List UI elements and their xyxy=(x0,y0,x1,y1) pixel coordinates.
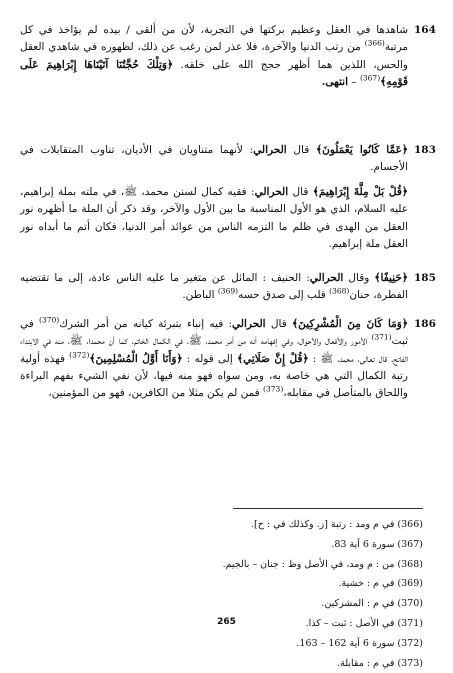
text-run: الباطن. xyxy=(182,289,218,302)
entry-text xyxy=(20,22,408,91)
text-run: : لأنهما متناويان في الأديان، تناوب المتقابلات في الأجسام. xyxy=(20,144,408,174)
footnote-ref: (366) xyxy=(364,38,385,48)
text-run: من رتب الدنيا والآخرة، فلا عذر لمن رغب عن ذلك، لظهوره في شاهدي العقل والحس، اللذين هما أظهر حجج الله على خلقه. xyxy=(20,41,408,71)
bold-text: الحرالي xyxy=(232,318,266,330)
quran-quote: ﴿وَتِلْكَ حُجَّتُنَا آتَيْنَاهَا إِبْرَاهِيمَ عَلَى قَوْمِهِ﴾ xyxy=(20,58,408,88)
entry-text xyxy=(20,142,408,177)
entry-number: 164 xyxy=(414,24,436,36)
footnote-ref: (368) xyxy=(329,286,350,296)
entry-164 xyxy=(20,22,440,91)
text-run: الأمور والأفعال والأحوال، وفي إفهامه أنه من أمر محمد، ﷺ، في الكمال الخاتم، كما أن محمدا، ﷺ، منه في الابتداء الفاتح، قال تعالى، محمد، ﷺ : xyxy=(20,335,408,365)
entry-number: 186 xyxy=(414,318,436,330)
footnote-item xyxy=(23,634,423,654)
text-run: : الحنيف : المائل عن متغير ما عليه الناس عادة، إلى ما تقتضيه الفطرة، حنان xyxy=(20,272,408,302)
text-run: قال xyxy=(286,144,316,156)
text-run: – xyxy=(348,75,360,88)
footnote-text: (372) سورة 6 آية 162 – 163. xyxy=(296,637,423,649)
footnote-text: (369) في م : خشية. xyxy=(338,578,423,590)
text-run: وقال xyxy=(343,272,375,284)
footnote-item xyxy=(23,535,423,555)
footnote-text: (371) في الأصل : ثبت – كذا. xyxy=(305,617,423,629)
entry-183 xyxy=(20,142,440,177)
bold-text: الحرالي xyxy=(254,186,289,198)
bold-text: الحرالي xyxy=(253,144,287,156)
entry-text xyxy=(20,270,408,305)
text-run: قال xyxy=(265,318,292,330)
footnote-item xyxy=(23,594,423,614)
footnote-ref: (373) xyxy=(263,384,284,394)
footnote-ref: (370) xyxy=(39,315,60,325)
text-run: إلى قوله : xyxy=(182,352,237,365)
footnote-text: (370) في م : المشركين. xyxy=(321,598,423,610)
footnotes xyxy=(23,515,423,673)
text-run: قال xyxy=(288,186,313,198)
text-run: شاهدها في العقل وعظيم بركتها في التجربة، لأن من ألقى / بيده لم يؤاخذ في كل مرتبة xyxy=(20,24,408,54)
text-run: قلب إلى صدق حسه xyxy=(238,289,330,302)
page-number: 265 xyxy=(217,617,236,627)
footnote-ref: (369) xyxy=(217,286,239,296)
entry-185 xyxy=(20,270,440,305)
text-run: في ثبت xyxy=(20,318,408,348)
footnote-text: (373) في م : مقابلة. xyxy=(337,657,423,669)
footnote-text: (366) في م ومد : رتبة [ز. وكذلك في : ح]. xyxy=(251,519,423,530)
entry-text xyxy=(20,316,408,402)
footnote-item xyxy=(23,515,423,535)
entry-183-continued xyxy=(20,184,440,253)
footnote-ref: (367) xyxy=(359,73,381,83)
entry-number: 185 xyxy=(414,272,436,284)
quran-quote: ﴿قُلْ بَلْ مِلَّةَ إِبْرَاهِيمَ﴾ xyxy=(312,186,408,198)
quran-quote: ﴿قُلْ إِنَّ صَلَاتِي﴾ xyxy=(236,352,309,365)
footnote-text: (367) سورة 6 آية 83. xyxy=(331,538,423,550)
text-run: : فيه إنباء بتبرئة كيانه من أمر الشرك xyxy=(59,318,233,330)
text-run: فهذه أولية رتبة الكمال التي هي خاصة به، ومن سواه فهو منه فيها، لأن نفي الشيء بفهم البراءة واللحاق بالمتأصل في مقابله، xyxy=(20,352,408,400)
bold-text: الحرالي xyxy=(309,272,344,284)
entry-186 xyxy=(20,316,440,402)
quran-quote: ﴿عَمَّا كَانُوا يَعْمَلُونَ﴾ xyxy=(315,144,408,156)
footnote-item xyxy=(23,555,423,575)
footnote-ref: (372) xyxy=(69,350,90,360)
footnote-ref: (371) xyxy=(371,332,392,342)
footnote-divider xyxy=(233,508,423,509)
text-run: : فقيه كمال لسنن محمد، ﷺ، في ملته بملة إبراهيم، عليه السلام، الذي هو الأول المناسبة ما بين الأول والآخر، وقد ذكر أن الملة ما أظهره نور العقل من الهدى في ظلم ما التزمه الناس من عوائد أمر الدنيا، فكان أتم ما أبداه نور العقل ملة إبراهيم. xyxy=(20,186,408,250)
footnote-item xyxy=(23,574,423,594)
quran-quote: ﴿وَمَا كَانَ مِنَ الْمُشْرِكِينَ﴾ xyxy=(292,318,408,330)
entry-text xyxy=(20,184,408,253)
text-run: فمن لم يكن مثلا من الكافرين، فهو من المؤمنين، xyxy=(48,387,264,400)
footnote-item xyxy=(23,654,423,673)
quran-quote: ﴿حَنِيفًا﴾ xyxy=(374,272,408,284)
bold-text: انتهى. xyxy=(321,75,348,88)
entry-number: 183 xyxy=(414,144,436,156)
footnote-text: (368) من : م ومد، في الأصل وظ : جنان – بالجيم. xyxy=(222,558,423,570)
quran-quote: ﴿وَأَنَا أَوَّلُ الْمُسْلِمِينَ﴾ xyxy=(89,352,183,365)
